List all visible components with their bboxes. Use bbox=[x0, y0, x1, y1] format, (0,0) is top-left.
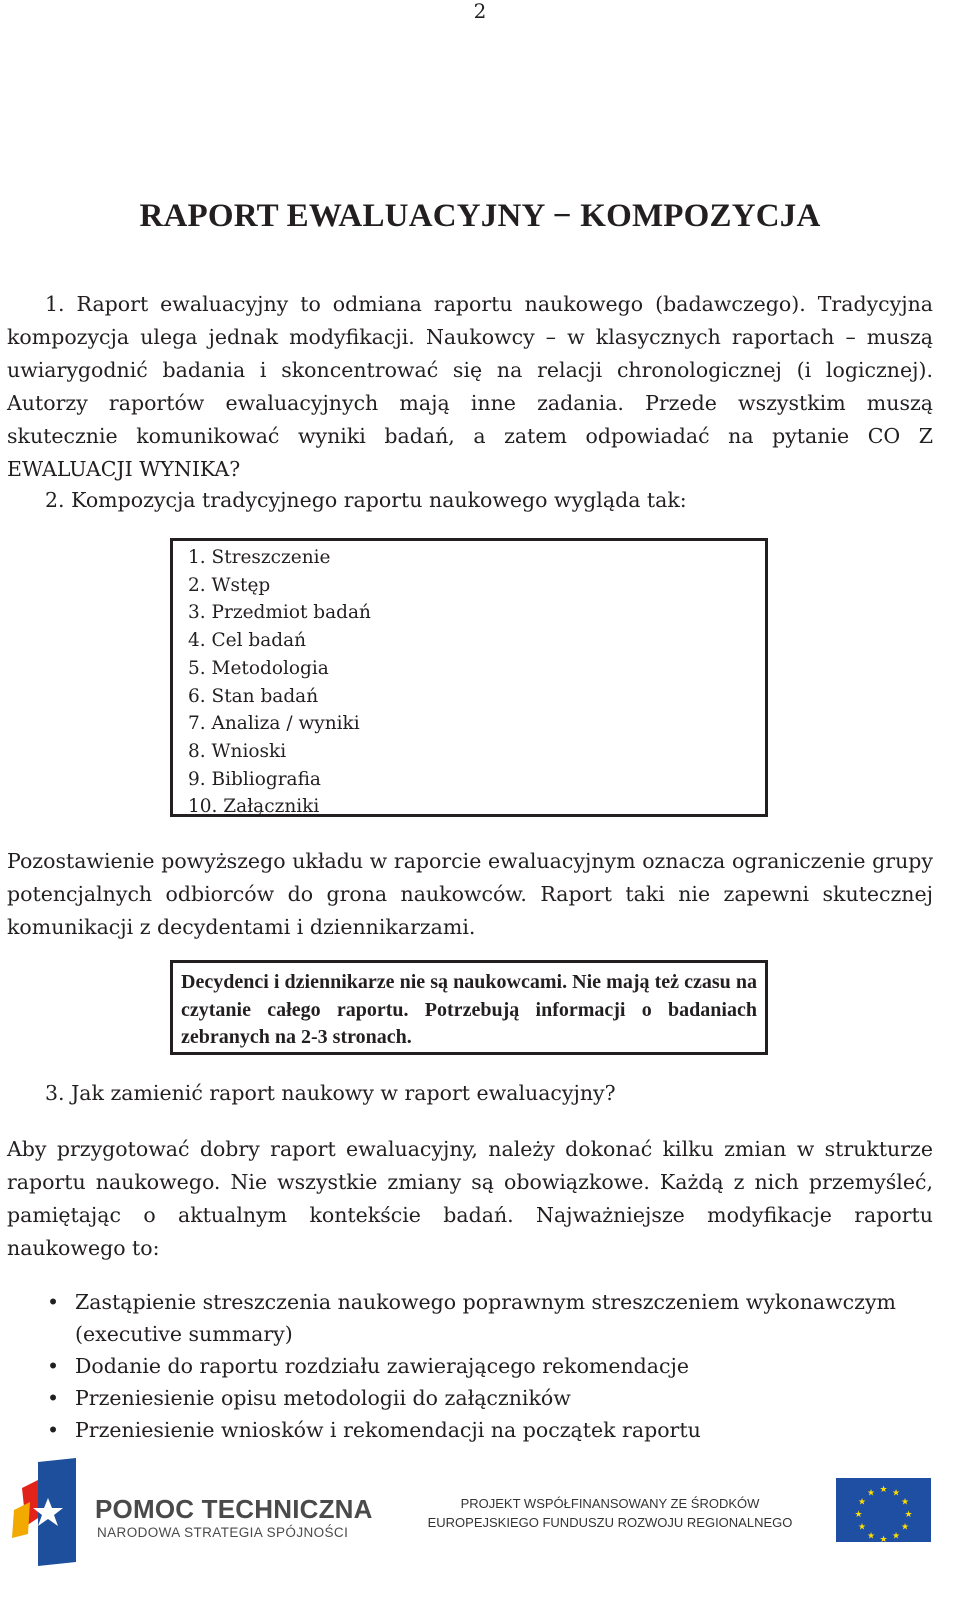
cofinancing-line-2: EUROPEJSKIEGO FUNDUSZU ROZWOJU REGIONALNEGO bbox=[427, 1515, 793, 1530]
section-3-body: Aby przygotować dobry raport ewaluacyjny, należy dokonać kilku zmian w strukturze raportu naukowego. Nie wszystkie zmiany są obowiązkowe. Każdą z nich przemyśleć, pamiętając o aktualnym kontekście badań. Najważniejsze modyfikacje raportu naukowego to: bbox=[7, 1137, 933, 1260]
svg-text:★: ★ bbox=[891, 1531, 901, 1542]
eu-flag-icon bbox=[836, 1478, 931, 1542]
list-item: 5. Metodologia bbox=[188, 657, 329, 679]
svg-text:★: ★ bbox=[900, 1497, 910, 1508]
list-item: 8. Wnioski bbox=[188, 740, 287, 762]
bullet-item: • Zastąpienie streszczenia naukowego poprawnym streszczeniem wykonawczym (executive summary) bbox=[45, 1286, 935, 1350]
list-item: 7. Analiza / wyniki bbox=[188, 713, 360, 735]
callout-box: Decydenci i dziennikarze nie są naukowcami. Nie mają też czasu na czytanie całego raportu. Potrzebują informacji o badaniach zebranych na 2-3 stronach. bbox=[170, 960, 768, 1055]
svg-text:★: ★ bbox=[857, 1522, 867, 1533]
svg-text:★: ★ bbox=[866, 1531, 876, 1542]
limitation-paragraph: Pozostawienie powyższego układu w raporcie ewaluacyjnym oznacza ograniczenie grupy potencjalnych odbiorców do grona naukowców. Raport taki nie zapewni skutecznej komunikacji z decydentami i dziennikarzami. bbox=[7, 849, 933, 939]
list-item: 4. Cel badań bbox=[188, 630, 307, 652]
svg-text:★: ★ bbox=[900, 1522, 910, 1533]
bullet-item: • Przeniesienie opisu metodologii do załączników bbox=[45, 1382, 935, 1414]
svg-text:★: ★ bbox=[857, 1497, 867, 1508]
page-title: RAPORT EWALUACYJNY − KOMPOZYCJA bbox=[139, 198, 821, 234]
bullet-item: • Przeniesienie wniosków i rekomendacji na początek raportu bbox=[45, 1414, 935, 1446]
svg-text:★: ★ bbox=[879, 1535, 888, 1542]
svg-text:★: ★ bbox=[891, 1488, 901, 1499]
bullet-item: • Dodanie do raportu rozdziału zawierającego rekomendacje bbox=[45, 1350, 935, 1382]
logo-subtitle: NARODOWA STRATEGIA SPÓJNOŚCI bbox=[97, 1525, 349, 1540]
svg-text:★: ★ bbox=[904, 1510, 913, 1520]
section-1-body: Naukowcy – w klasycznych raportach – muszą uwiarygodnić badania i skoncentrować się na relacji chronologicznej (i logicznej). Autorzy raportów ewaluacyjnych mają inne zadania. Przede wszystkim muszą skutecznie komunikować wyniki badań, a zatem odpowiadać na pytanie CO Z EWALUACJI WYNIKA? bbox=[7, 325, 933, 481]
footer bbox=[0, 1458, 960, 1612]
section-1-paragraph bbox=[7, 288, 933, 486]
list-item: 1. Streszczenie bbox=[188, 547, 331, 568]
page-number: 2 bbox=[473, 0, 487, 23]
logo-title: POMOC TECHNICZNA bbox=[95, 1494, 373, 1524]
list-item: 2. Wstęp bbox=[188, 574, 271, 596]
section-1-first-sentence: 1. Raport ewaluacyjny to odmiana raportu naukowego (badawczego). Tradycyjna kompozycja ulega jednak modyfikacji. bbox=[7, 292, 933, 349]
report-structure-box bbox=[170, 538, 768, 817]
svg-text:★: ★ bbox=[854, 1510, 863, 1520]
list-item: 6. Stan badań bbox=[188, 685, 319, 707]
pomoc-techniczna-logo-icon bbox=[8, 1458, 80, 1566]
modifications-list bbox=[45, 1286, 935, 1446]
list-item: 3. Przedmiot badań bbox=[188, 602, 371, 624]
svg-text:★: ★ bbox=[879, 1485, 888, 1495]
cofinancing-line-1: PROJEKT WSPÓŁFINANSOWANY ZE ŚRODKÓW bbox=[460, 1496, 760, 1511]
section-2-intro: 2. Kompozycja tradycyjnego raportu naukowego wygląda tak: bbox=[45, 488, 687, 512]
list-item: 9. Bibliografia bbox=[188, 768, 321, 790]
list-item: 10. Załączniki bbox=[188, 796, 320, 818]
cofinancing-note bbox=[400, 1494, 820, 1532]
svg-text:★: ★ bbox=[866, 1488, 876, 1499]
section-3-heading: 3. Jak zamienić raport naukowy w raport ewaluacyjny? bbox=[45, 1081, 616, 1105]
